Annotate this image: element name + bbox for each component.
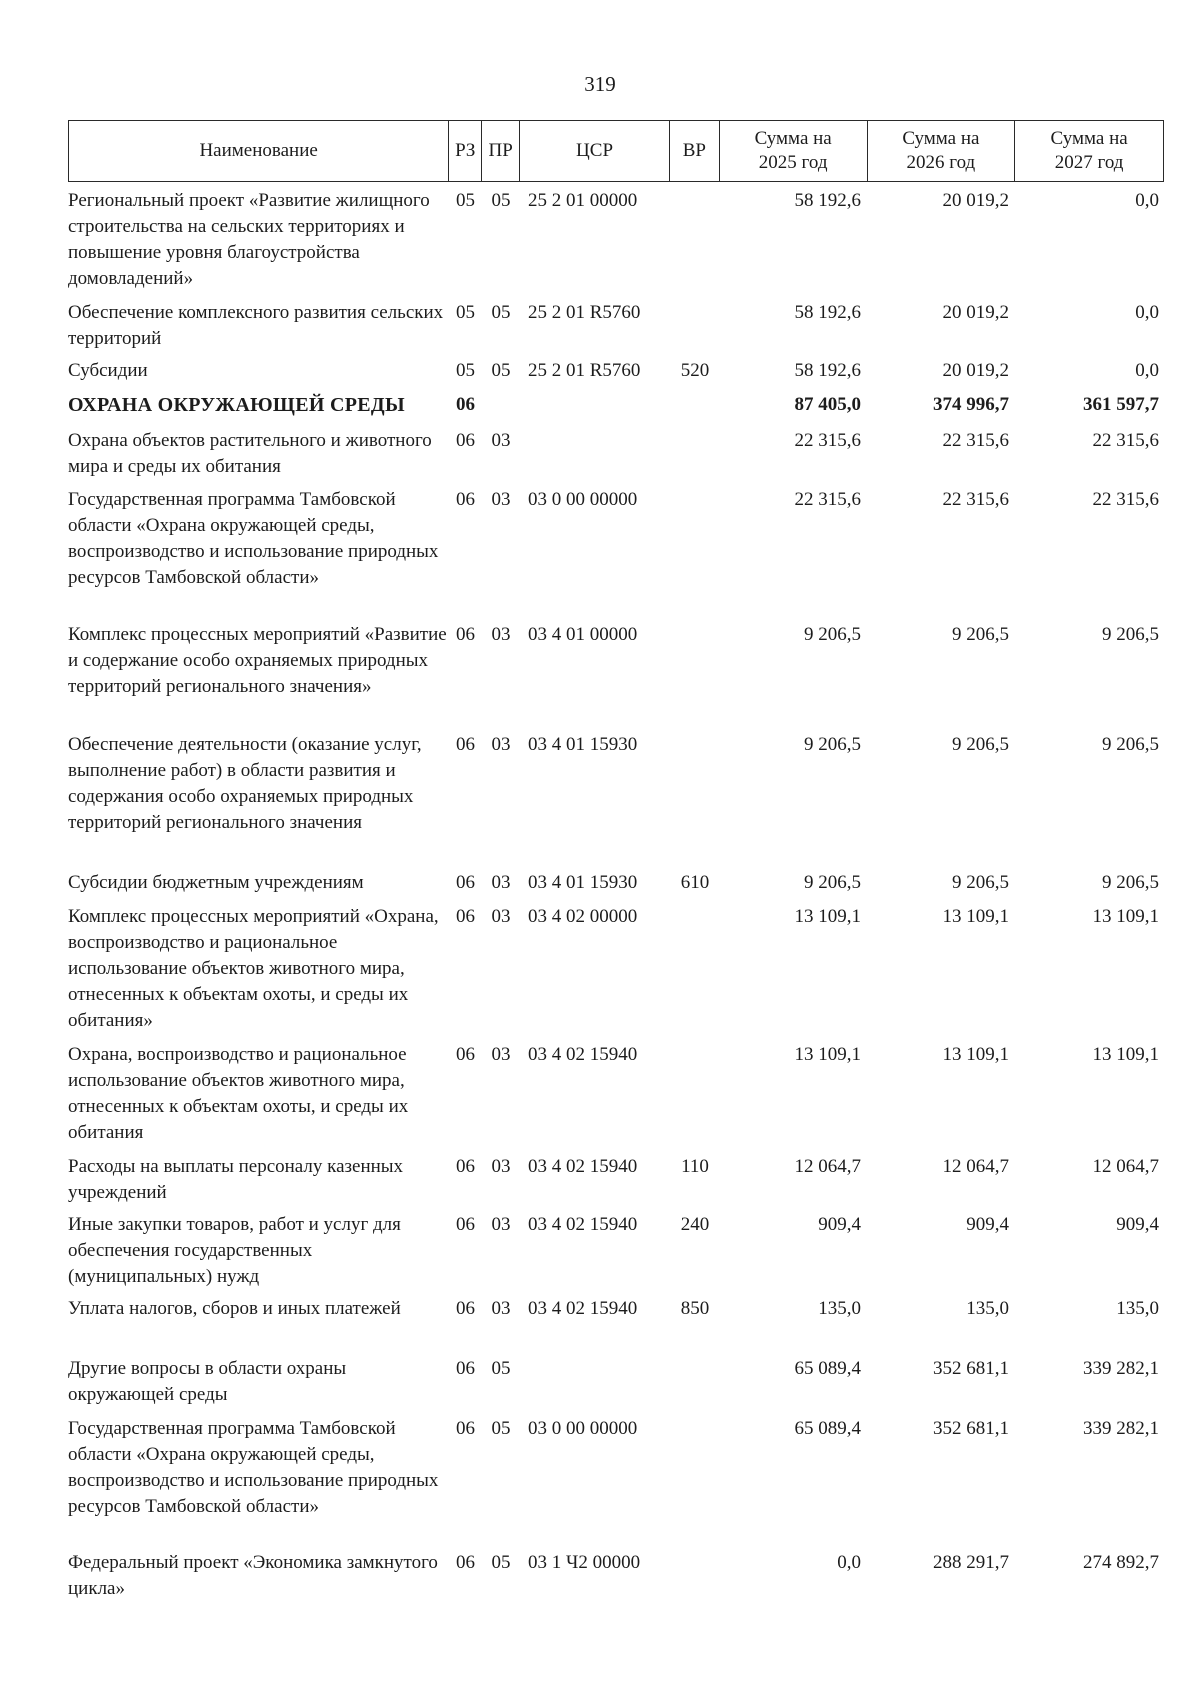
row-name: Государственная программа Тамбовской области «Охрана окружающей среды, воспроизводство и использование природных ресурсов Тамбовской области»: [68, 1418, 439, 1517]
row-csr: 03 4 02 15940: [528, 1156, 638, 1177]
row-sum-2027: 22 315,6: [1092, 430, 1159, 451]
row-sum-2026: 22 315,6: [942, 489, 1009, 510]
row-name: Охрана объектов растительного и животного мира и среды их обитания: [68, 430, 432, 477]
table-header: [68, 120, 1164, 182]
row-name: Обеспечение деятельности (оказание услуг, выполнение работ) в области развития и содержания особо охраняемых природных территорий регионального значения: [68, 734, 422, 833]
row-sum-2027: 22 315,6: [1092, 489, 1159, 510]
row-sum-2027: 13 109,1: [1092, 1044, 1159, 1065]
row-sum-2026: 13 109,1: [942, 906, 1009, 927]
row-csr: 03 4 02 15940: [528, 1044, 638, 1065]
row-csr: 25 2 01 00000: [528, 190, 638, 211]
row-sum-2027: 9 206,5: [1102, 624, 1159, 645]
row-sum-2026: 352 681,1: [933, 1418, 1009, 1439]
row-sum-2026: 20 019,2: [942, 360, 1009, 381]
row-vr: 850: [680, 1298, 710, 1319]
row-name: Охрана, воспроизводство и рациональное использование объектов животного мира, отнесенных к объектам охоты, и среды их обитания: [68, 1044, 409, 1143]
row-name: ОХРАНА ОКРУЖАЮЩЕЙ СРЕДЫ: [68, 394, 405, 416]
row-sum-2026: 20 019,2: [942, 190, 1009, 211]
header-sum-2026: Сумма на 2026 год: [868, 121, 1016, 181]
row-sum-2025: 22 315,6: [794, 430, 861, 451]
row-rz: 05: [456, 190, 475, 211]
header-pr: ПР: [482, 121, 520, 181]
row-csr: 03 4 01 15930: [528, 872, 638, 893]
row-rz: 06: [456, 1358, 475, 1379]
row-rz: 06: [456, 1418, 475, 1439]
row-vr: 520: [680, 360, 710, 381]
row-sum-2027: 274 892,7: [1083, 1552, 1159, 1573]
row-sum-2026: 22 315,6: [942, 430, 1009, 451]
row-name: Комплекс процессных мероприятий «Развитие и содержание особо охраняемых природных территорий регионального значения»: [68, 624, 447, 697]
row-sum-2025: 87 405,0: [794, 394, 861, 415]
row-pr: 03: [491, 1156, 511, 1177]
row-sum-2025: 9 206,5: [804, 734, 861, 755]
row-sum-2027: 0,0: [1135, 190, 1159, 211]
row-sum-2026: 374 996,7: [933, 394, 1009, 415]
row-sum-2025: 13 109,1: [794, 906, 861, 927]
header-sum-2025: Сумма на 2025 год: [720, 121, 868, 181]
row-rz: 06: [456, 624, 475, 645]
row-sum-2026: 9 206,5: [952, 624, 1009, 645]
row-pr: 05: [491, 190, 511, 211]
row-sum-2025: 909,4: [818, 1214, 861, 1235]
row-sum-2027: 9 206,5: [1102, 734, 1159, 755]
row-pr: 05: [491, 1552, 511, 1573]
row-sum-2025: 22 315,6: [794, 489, 861, 510]
row-sum-2026: 13 109,1: [942, 1044, 1009, 1065]
row-rz: 06: [456, 430, 475, 451]
row-pr: 03: [491, 1044, 511, 1065]
row-sum-2025: 58 192,6: [794, 360, 861, 381]
row-sum-2026: 9 206,5: [952, 872, 1009, 893]
row-pr: 03: [491, 1214, 511, 1235]
row-sum-2025: 65 089,4: [794, 1418, 861, 1439]
row-rz: 06: [456, 872, 475, 893]
row-rz: 06: [456, 1044, 475, 1065]
row-name: Комплекс процессных мероприятий «Охрана, воспроизводство и рациональное использование объектов животного мира, отнесенных к объектам охоты, и среды их обитания»: [68, 906, 439, 1031]
row-sum-2027: 0,0: [1135, 360, 1159, 381]
row-pr: 05: [491, 360, 511, 381]
row-vr: 610: [680, 872, 710, 893]
row-rz: 06: [456, 1552, 475, 1573]
row-sum-2025: 13 109,1: [794, 1044, 861, 1065]
row-name: Уплата налогов, сборов и иных платежей: [68, 1298, 401, 1319]
row-sum-2026: 135,0: [966, 1298, 1009, 1319]
row-name: Федеральный проект «Экономика замкнутого цикла»: [68, 1552, 438, 1599]
row-pr: 03: [491, 1298, 511, 1319]
row-sum-2027: 9 206,5: [1102, 872, 1159, 893]
row-sum-2025: 65 089,4: [794, 1358, 861, 1379]
row-pr: 03: [491, 906, 511, 927]
header-rz: РЗ: [449, 121, 482, 181]
row-sum-2027: 339 282,1: [1083, 1358, 1159, 1379]
row-sum-2026: 12 064,7: [942, 1156, 1009, 1177]
row-pr: 03: [491, 624, 511, 645]
header-name: Наименование: [69, 121, 449, 181]
row-csr: 03 0 00 00000: [528, 1418, 638, 1439]
row-sum-2026: 20 019,2: [942, 302, 1009, 323]
row-name: Субсидии бюджетным учреждениям: [68, 872, 364, 893]
row-rz: 06: [456, 1214, 475, 1235]
row-csr: 03 4 02 15940: [528, 1214, 638, 1235]
row-csr: 03 4 02 00000: [528, 906, 638, 927]
row-pr: 05: [491, 1358, 511, 1379]
row-name: Иные закупки товаров, работ и услуг для обеспечения государственных (муниципальных) нужд: [68, 1214, 401, 1287]
row-sum-2027: 361 597,7: [1083, 394, 1159, 415]
row-rz: 06: [456, 734, 475, 755]
row-rz: 06: [456, 394, 475, 415]
row-rz: 06: [456, 906, 475, 927]
row-name: Обеспечение комплексного развития сельских территорий: [68, 302, 444, 349]
row-sum-2026: 9 206,5: [952, 734, 1009, 755]
row-sum-2027: 12 064,7: [1092, 1156, 1159, 1177]
page-number: 319: [584, 72, 616, 96]
row-sum-2027: 909,4: [1116, 1214, 1159, 1235]
row-sum-2025: 9 206,5: [804, 624, 861, 645]
row-pr: 03: [491, 872, 511, 893]
row-pr: 03: [491, 489, 511, 510]
row-sum-2026: 909,4: [966, 1214, 1009, 1235]
row-pr: 03: [491, 734, 511, 755]
row-csr: 25 2 01 R5760: [528, 302, 641, 323]
row-name: Расходы на выплаты персоналу казенных учреждений: [68, 1156, 404, 1203]
row-sum-2025: 9 206,5: [804, 872, 861, 893]
row-pr: 05: [491, 1418, 511, 1439]
row-csr: 25 2 01 R5760: [528, 360, 641, 381]
row-sum-2027: 0,0: [1135, 302, 1159, 323]
row-rz: 06: [456, 1156, 475, 1177]
header-csr: ЦСР: [520, 121, 670, 181]
row-csr: 03 0 00 00000: [528, 489, 638, 510]
row-vr: 240: [680, 1214, 710, 1235]
row-csr: 03 4 02 15940: [528, 1298, 638, 1319]
row-sum-2026: 352 681,1: [933, 1358, 1009, 1379]
row-rz: 06: [456, 1298, 475, 1319]
row-rz: 05: [456, 302, 475, 323]
row-sum-2026: 288 291,7: [933, 1552, 1009, 1573]
row-name: Субсидии: [68, 360, 148, 381]
row-vr: 110: [681, 1156, 709, 1177]
row-sum-2027: 13 109,1: [1092, 906, 1159, 927]
header-vr: ВР: [670, 121, 720, 181]
row-csr: 03 1 Ч2 00000: [528, 1552, 641, 1573]
row-pr: 05: [491, 302, 511, 323]
row-sum-2027: 339 282,1: [1083, 1418, 1159, 1439]
row-sum-2025: 0,0: [837, 1552, 861, 1573]
row-sum-2025: 12 064,7: [794, 1156, 861, 1177]
row-name: Другие вопросы в области охраны окружающей среды: [68, 1358, 347, 1405]
row-pr: 03: [491, 430, 511, 451]
header-sum-2027: Сумма на 2027 год: [1050, 128, 1128, 173]
row-sum-2025: 58 192,6: [794, 190, 861, 211]
row-sum-2027: 135,0: [1116, 1298, 1159, 1319]
row-csr: 03 4 01 15930: [528, 734, 638, 755]
row-csr: 03 4 01 00000: [528, 624, 638, 645]
row-name: Государственная программа Тамбовской области «Охрана окружающей среды, воспроизводство и использование природных ресурсов Тамбовской области»: [68, 489, 439, 588]
row-name: Региональный проект «Развитие жилищного строительства на сельских территориях и повышение уровня благоустройства домовладений»: [68, 190, 430, 289]
row-rz: 05: [456, 360, 475, 381]
row-rz: 06: [456, 489, 475, 510]
row-sum-2025: 58 192,6: [794, 302, 861, 323]
row-sum-2025: 135,0: [818, 1298, 861, 1319]
